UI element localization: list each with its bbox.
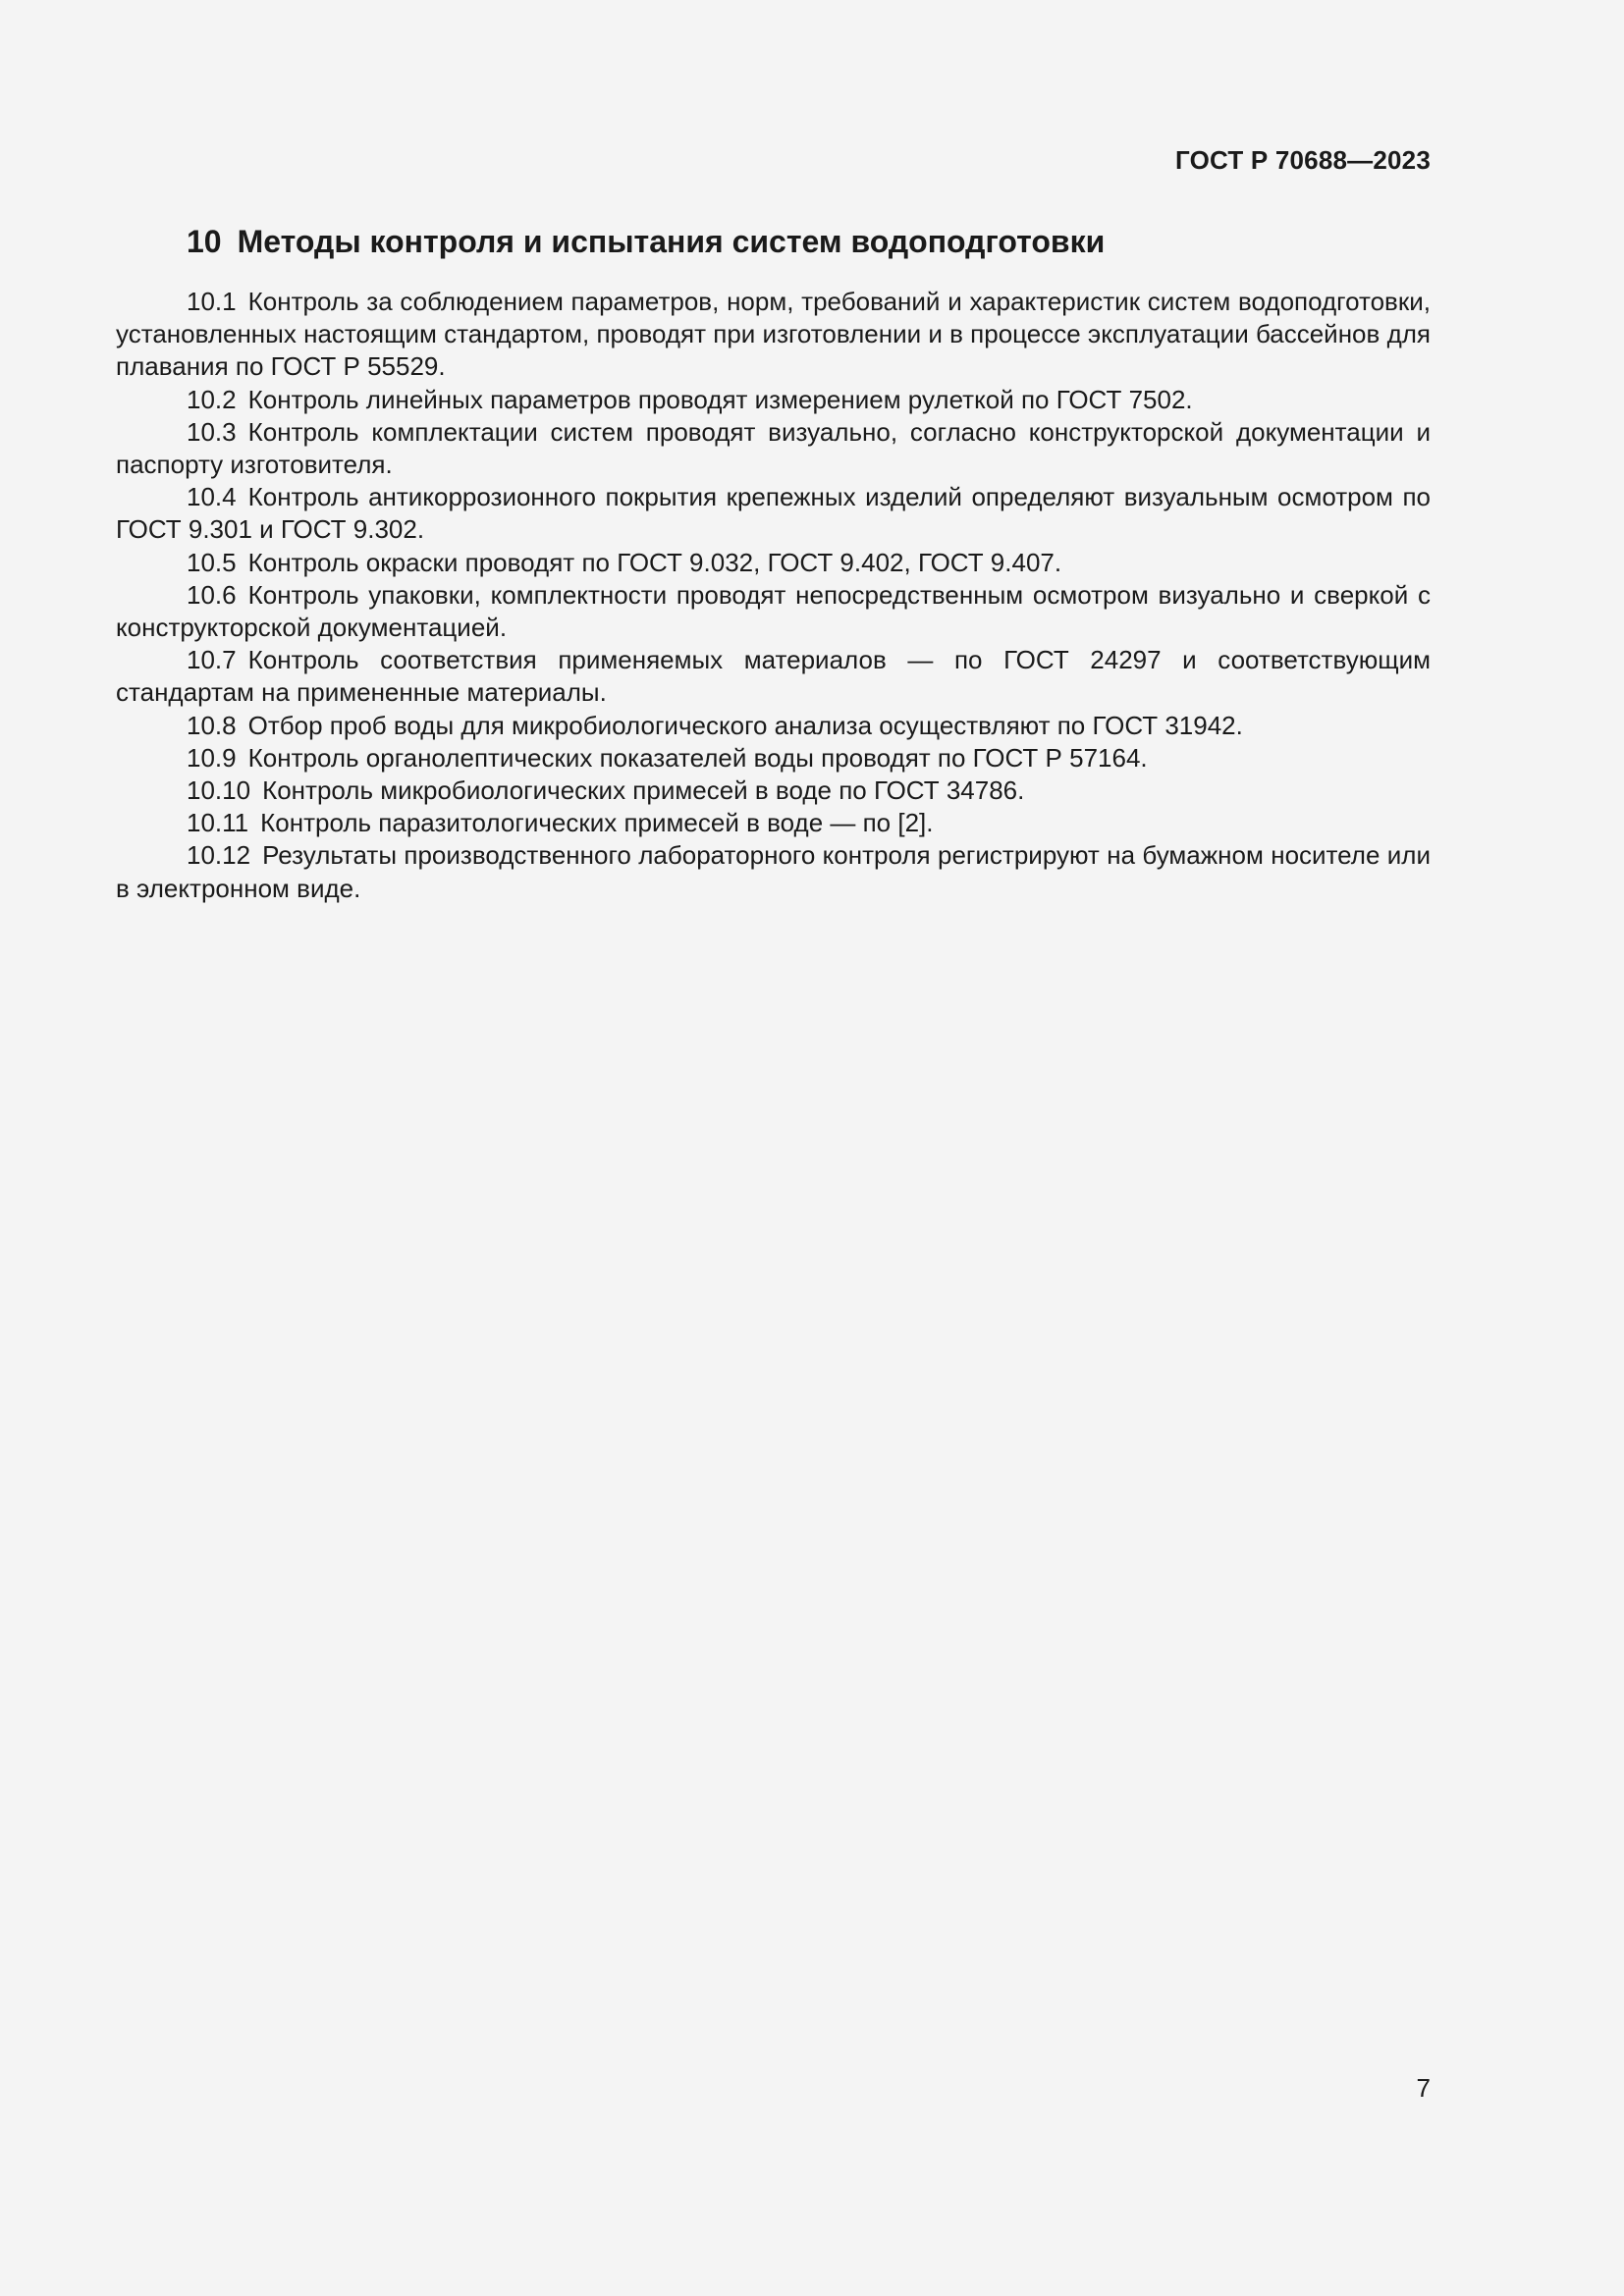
paragraph-10-3 [116,416,1431,481]
paragraph-number: 10.12 [187,840,251,871]
paragraph-text: Контроль за соблюдением параметров, норм, требований и характеристик систем водоподготовки, установленных настоящим стандартом, проводят при изготовлении и в процессе эксплуатации бассейнов для плавания по ГОСТ Р 55529. [116,287,1431,382]
paragraph-10-5 [116,547,1431,579]
paragraph-10-8 [116,710,1431,742]
paragraph-text: Контроль органолептических показателей воды проводят по ГОСТ Р 57164. [247,742,1148,773]
paragraph-10-7 [116,644,1431,709]
paragraph-number: 10.11 [187,808,249,838]
section-heading [187,224,1105,260]
paragraph-number: 10.10 [187,775,251,806]
paragraph-text: Контроль соответствия применяемых материалов — по ГОСТ 24297 и соответствующим стандартам на примененные материалы. [116,645,1431,708]
paragraph-10-4 [116,481,1431,546]
paragraph-text: Контроль антикоррозионного покрытия крепежных изделий определяют визуальным осмотром по ГОСТ 9.301 и ГОСТ 9.302. [116,482,1431,545]
paragraph-number: 10.6 [187,579,237,610]
document-id-header: ГОСТ Р 70688—2023 [1175,145,1431,175]
paragraph-10-6 [116,579,1431,644]
paragraph-text: Контроль паразитологических примесей в воде — по [2]. [260,808,934,838]
paragraph-number: 10.3 [187,416,237,447]
paragraph-10-2 [116,384,1431,416]
paragraph-number: 10.7 [187,645,237,675]
paragraph-number: 10.4 [187,482,237,512]
paragraph-10-9 [116,742,1431,774]
paragraph-number: 10.5 [187,547,237,577]
section-number: 10 [187,224,222,259]
paragraph-text: Контроль упаковки, комплектности проводят непосредственным осмотром визуально и сверкой с конструкторской документацией. [116,579,1431,643]
paragraph-10-10 [116,774,1431,807]
paragraph-number: 10.8 [187,710,237,740]
section-body [116,286,1431,905]
paragraph-number: 10.1 [187,287,237,316]
paragraph-10-1 [116,286,1431,384]
paragraph-text: Контроль комплектации систем проводят визуально, согласно конструкторской документации и паспорту изготовителя. [116,416,1431,480]
page-number: 7 [1416,2073,1431,2103]
paragraph-number: 10.2 [187,384,237,414]
section-title-text: Методы контроля и испытания систем водоподготовки [237,224,1106,259]
paragraph-10-12 [116,839,1431,904]
paragraph-text: Контроль линейных параметров проводят измерением рулеткой по ГОСТ 7502. [247,384,1193,414]
paragraph-number: 10.9 [187,742,237,773]
paragraph-text: Контроль микробиологических примесей в воде по ГОСТ 34786. [262,775,1025,806]
paragraph-text: Отбор проб воды для микробиологического анализа осуществляют по ГОСТ 31942. [247,710,1243,740]
paragraph-text: Контроль окраски проводят по ГОСТ 9.032, ГОСТ 9.402, ГОСТ 9.407. [247,547,1062,577]
paragraph-text: Результаты производственного лабораторного контроля регистрируют на бумажном носителе или в электронном виде. [116,840,1431,903]
paragraph-10-11 [116,807,1431,839]
